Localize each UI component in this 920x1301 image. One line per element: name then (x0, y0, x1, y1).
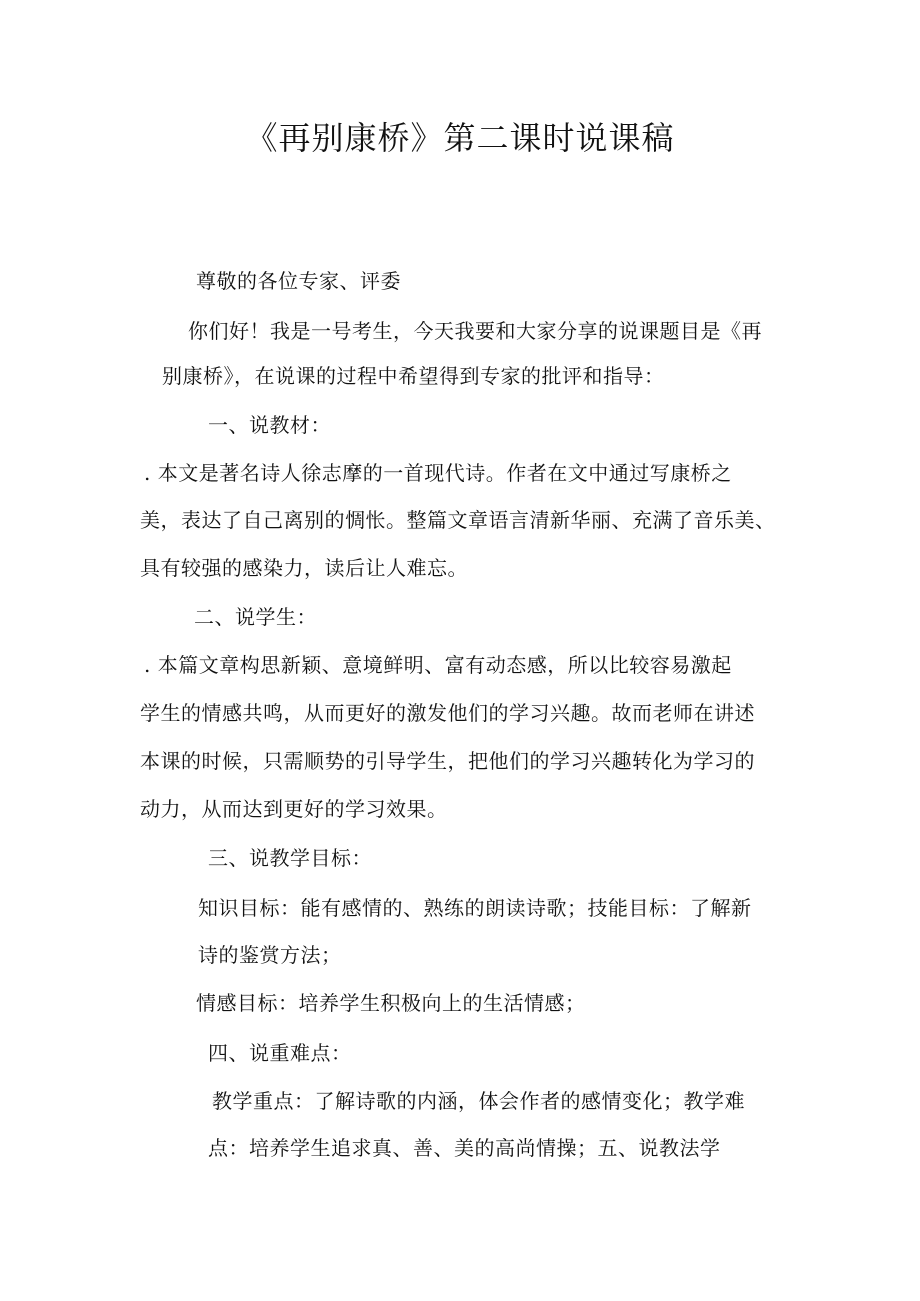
greeting: 尊敬的各位专家、评委 (196, 269, 401, 293)
section-students-line-1: . 本篇文章构思新颖、意境鲜明、富有动态感，所以比较容易激起 (144, 653, 732, 677)
section-key-points-line-2: 点：培养学生追求真、善、美的高尚情操；五、说教法学 (208, 1136, 721, 1160)
section-heading-goals: 三、说教学目标： (208, 846, 372, 870)
section-textbook-line-2: 美，表达了自己离别的惆怅。整篇文章语言清新华丽、充满了音乐美、 (140, 508, 776, 532)
section-goals-line-1: 知识目标：能有感情的、熟练的朗读诗歌；技能目标：了解新 (198, 896, 752, 920)
section-textbook-line-1: . 本文是著名诗人徐志摩的一首现代诗。作者在文中通过写康桥之 (144, 461, 732, 485)
section-textbook-line-3: 具有较强的感染力，读后让人难忘。 (140, 556, 468, 580)
section-students-line-4: 动力，从而达到更好的学习效果。 (140, 797, 448, 821)
section-students-line-3: 本课的时候，只需顺势的引导学生，把他们的学习兴趣转化为学习的 (140, 749, 755, 773)
section-heading-textbook: 一、说教材： (208, 413, 331, 437)
section-students-line-2: 学生的情感共鸣，从而更好的激发他们的学习兴趣。故而老师在讲述 (140, 701, 755, 725)
section-goals-line-2: 诗的鉴赏方法； (198, 943, 342, 967)
intro-line-1: 你们好！我是一号考生，今天我要和大家分享的说课题目是《再 (188, 319, 762, 343)
document-title: 《再别康桥》第二课时说课稿 (245, 119, 675, 157)
section-key-points-line-1: 教学重点：了解诗歌的内涵，体会作者的感情变化；教学难 (212, 1089, 745, 1113)
section-heading-students: 二、说学生： (194, 605, 317, 629)
intro-line-2: 别康桥》，在说课的过程中希望得到专家的批评和指导： (162, 364, 665, 388)
section-heading-key-points: 四、说重难点： (208, 1041, 352, 1065)
section-goals-line-3: 情感目标：培养学生积极向上的生活情感； (196, 991, 586, 1015)
